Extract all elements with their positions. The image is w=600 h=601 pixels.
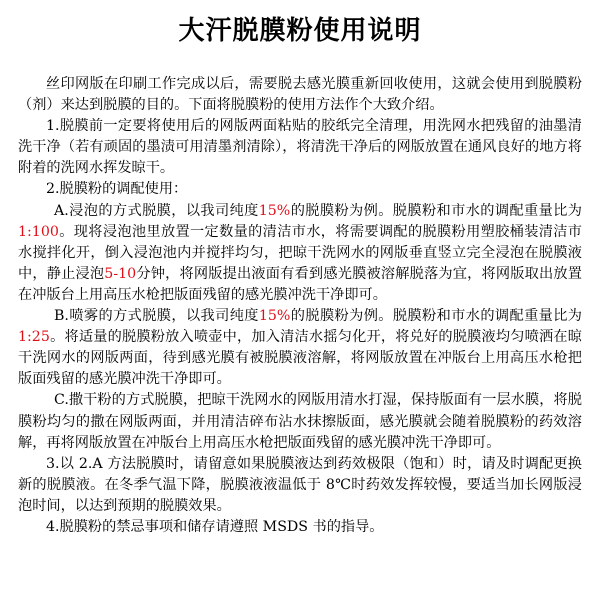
method-a-text-2: 的脱膜粉为例。脱膜粉和市水的调配重量比为 <box>290 202 582 219</box>
method-a-paragraph <box>18 201 582 306</box>
method-a-purity: 15% <box>258 202 291 219</box>
step-3-paragraph: 3.以 2.A 方法脱膜时，请留意如果脱膜液达到药效极限（饱和）时，请及时调配更换新的脱膜液。在冬季气温下降，脱膜液液温低于 8℃时药效发挥较慢，要适当加长网版浸泡时间，以达到预期的脱膜效果。 <box>18 455 582 514</box>
method-b-text-3: 。将适量的脱膜粉放入喷壶中，加入清洁水摇匀化开，将兑好的脱膜液均匀喷洒在晾干洗网水的网版两面，待到感光膜有被脱膜液溶解，将网版放置在冲版台上用高压水枪把版面残留的感光膜冲洗干净即可。 <box>18 329 582 388</box>
method-b-ratio: 1:25 <box>18 329 50 346</box>
method-c-paragraph: C.撒干粉的方式脱膜，把晾干洗网水的网版用清水打湿，保持版面有一层水膜，将脱膜粉均匀的撒在网版两面，并用清洁碎布沾水抹擦版面，感光膜就会随着脱膜粉的药效溶解，再将网版放置在冲版台上用高压水枪把版面残留的感光膜冲洗干净即可。 <box>18 392 582 451</box>
method-a-text-4: 分钟，将网版提出液面有看到感光膜被溶解脱落为宜，将网版取出放置在冲版台上用高压水枪把版面残留的感光膜冲洗干净即可。 <box>18 265 582 303</box>
step-2-heading: 2.脱膜粉的调配使用： <box>46 181 188 198</box>
method-a-ratio: 1:100 <box>18 223 59 240</box>
method-a-text-1: A.浸泡的方式脱膜，以我司纯度 <box>54 202 259 219</box>
intro-paragraph: 丝印网版在印刷工作完成以后，需要脱去感光膜重新回收使用，这就会使用到脱膜粉（剂）来达到脱膜的目的。下面将脱膜粉的使用方法作个大致介绍。 <box>18 76 582 114</box>
method-a-text-3: 。现将浸泡池里放置一定数量的清洁市水，将需要调配的脱膜粉用塑胶桶装清洁市水搅拌化开，倒入浸泡池内并搅拌均匀，把晾干洗网水的网版垂直竖立完全浸泡在脱膜液中，静止浸泡 <box>18 223 582 282</box>
document-title: 大汗脱膜粉使用说明 <box>178 16 422 46</box>
step-1-paragraph: 1.脱膜前一定要将使用后的网版两面粘贴的胶纸完全清理，用洗网水把残留的油墨清洗干净（若有顽固的墨渍可用清墨剂清除），将清洗干净后的网版放置在通风良好的地方将附着的洗网水挥发晾干。 <box>18 118 582 177</box>
method-b-purity: 15% <box>258 308 291 325</box>
method-a-duration: 5-10 <box>104 265 137 282</box>
method-b-paragraph <box>18 306 582 390</box>
step-4-paragraph: 4.脱膜粉的禁忌事项和储存请遵照 MSDS 书的指导。 <box>46 518 384 535</box>
method-b-text-1: B.喷雾的方式脱膜，以我司纯度 <box>54 308 259 325</box>
method-b-text-2: 的脱膜粉为例。脱膜粉和市水的调配重量比为 <box>290 308 582 325</box>
